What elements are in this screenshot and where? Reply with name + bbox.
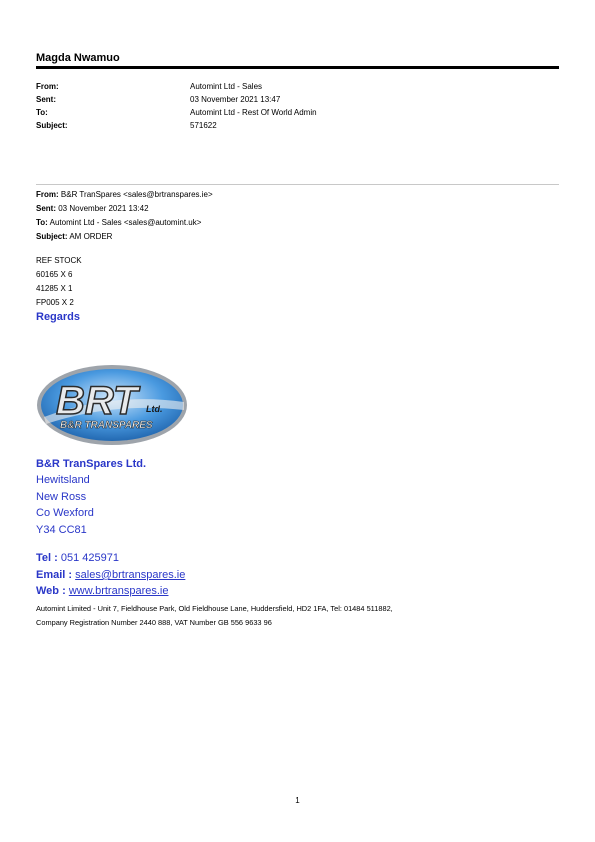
company-footer — [36, 602, 566, 630]
tel-value: 051 425971 — [60, 552, 119, 564]
email-label: Email : — [36, 569, 73, 581]
forwarded-from-value: B&R TranSpares <sales@brtranspares.ie> — [60, 190, 213, 199]
website-link[interactable]: www.brtranspares.ie — [68, 585, 169, 597]
forwarded-from-line — [36, 188, 213, 203]
header-divider — [36, 66, 559, 69]
logo-wordmark: BRT — [56, 379, 138, 423]
forwarded-to-line — [36, 216, 201, 231]
email-link[interactable]: sales@brtranspares.ie — [75, 569, 186, 581]
order-line: 41285 X 1 — [36, 284, 73, 293]
contact-web — [36, 585, 168, 597]
web-label: Web : — [36, 585, 66, 597]
brt-logo — [34, 362, 190, 448]
sent-value: 03 November 2021 13:47 — [190, 95, 281, 104]
forwarded-to-label: To: — [36, 218, 48, 227]
contact-tel — [36, 552, 119, 564]
forwarded-subject-line — [36, 230, 112, 245]
page-number: 1 — [295, 796, 300, 805]
forwarded-sent-value: 03 November 2021 13:42 — [58, 204, 149, 213]
subject-label: Subject: — [36, 121, 68, 130]
footer-line: Automint Limited - Unit 7, Fieldhouse Park, Old Fieldhouse Lane, Huddersfield, HD2 1FA, Tel: 01484 511882, — [36, 604, 393, 613]
forwarded-sent-label: Sent: — [36, 204, 56, 213]
signature-address-line: Co Wexford — [36, 507, 94, 519]
forwarded-subject-label: Subject: — [36, 232, 68, 241]
signature-address-line: New Ross — [36, 491, 87, 503]
signature-address-line: Hewitsland — [36, 474, 90, 486]
order-line: REF STOCK — [36, 256, 82, 265]
to-label: To: — [36, 108, 48, 117]
sent-label: Sent: — [36, 95, 56, 104]
email-owner-name: Magda Nwamuo — [36, 52, 120, 64]
signature-company: B&R TranSpares Ltd. — [36, 458, 147, 470]
forwarded-sent-line — [36, 202, 149, 217]
forward-divider — [36, 184, 559, 185]
contact-email — [36, 569, 185, 581]
order-line: FP005 X 2 — [36, 298, 74, 307]
subject-value: 571622 — [190, 121, 217, 130]
order-line: 60165 X 6 — [36, 270, 73, 279]
forwarded-from-label: From: — [36, 190, 59, 199]
from-value: Automint Ltd - Sales — [190, 82, 263, 91]
tel-label: Tel : — [36, 552, 58, 564]
regards-text: Regards — [36, 311, 81, 323]
to-value: Automint Ltd - Rest Of World Admin — [190, 108, 317, 117]
forwarded-to-value: Automint Ltd - Sales <sales@automint.uk> — [49, 218, 202, 227]
footer-line: Company Registration Number 2440 888, VAT Number GB 556 9633 96 — [36, 618, 272, 627]
forwarded-subject-value: AM ORDER — [69, 232, 113, 241]
from-label: From: — [36, 82, 59, 91]
logo-banner: B&R TRANSPARES — [60, 420, 153, 431]
logo-ltd: Ltd. — [146, 404, 163, 414]
signature-address-line: Y34 CC81 — [36, 524, 87, 536]
